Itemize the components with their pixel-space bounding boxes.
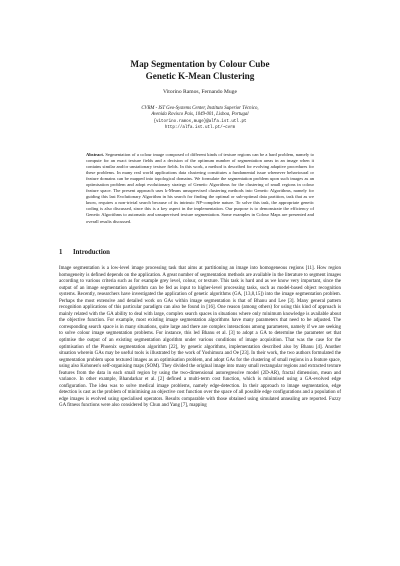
authors: Vitorino Ramos, Fernando Muge	[163, 89, 237, 95]
author-emails: {vitorino.ramos,muge}@alfa.ist.utl.pt	[153, 119, 247, 124]
paper-title	[40, 58, 360, 82]
abstract-text: Segmentation of a colour image composed of different kinds of texture regions can be a hard problem, namely to compute for an exact texture fields and a decision of the optimum number of segmentation areas in an image when it contains similar and/or unstationary texture fields. In this work, a method is described for evolving adaptive procedures for these problems. In many real world applications data clustering constitutes a fundamental issue whenever behavioural or feature domains can be mapped into topological domains. We formulate the segmentation problem upon such images as an optimisation problem and adopt evolutionary strategy of Genetic Algorithms for the clustering of small regions in colour feature space. The present approach uses k-Means unsupervised clustering methods into Genetic Algorithms, namely for guiding this last Evolutionary Algorithm in his search for finding the optimal or sub-optimal data partition, task that as we know, requires a non-trivial search because of its intrinsic NP-complete nature. To solve this task, the appropriate genetic coding is also discussed, since this is a key aspect in the implementation. Our purpose is to demonstrate the efficiency of Genetic Algorithms to automatic and unsupervised texture segmentation. Some examples in Colour Maps are presented and overall results discussed.	[86, 152, 314, 224]
section-title: Introduction	[73, 249, 110, 256]
section-heading	[59, 248, 110, 257]
affiliation	[70, 106, 330, 132]
title-line-1: Map Segmentation by Colour Cube	[130, 59, 270, 69]
introduction-text: Image segmentation is a low-level image processing task that aims at partitioning an image into homogeneous regions [11]. How region homogeneity is defined depends on the application. A great number of segmentation methods are available in the literature to segment images according to various criteria such as for example grey level, colour, or texture. This task is hard and as we know very important, since the output of an image segmentation algorithm can be fed as input to higher-level processing tasks, such as model-based object recognition systems. Recently, researchers have investigated the application of genetic algorithms (GA, [13,8,15]) into the image segmentation problem. Perhaps the most extensive and detailed work on GAs within image segmentation is that of Bhanu and Lee [3]. Many general pattern recognition applications of this particular paradigm can also be found in [16]. One reason (among others) for using this kind of approach is mainly related with the GA ability to deal with large, complex search spaces in situations where only minimum knowledge is available about the objective function. For example, most existing image segmentation algorithms have many parameters that need to be adjusted. The corresponding search space is in many situations, quite large and there are complex interactions among parameters, namely if we are seeking to solve colour image segmentation problems. For instance, this led Bhanu et al. [3] to adopt a GA to determine the parameter set that optimise the output of an existing segmentation algorithm under various conditions of image acquisition. That was the case for the optimisation of the Phoenix segmentation algorithm [22], by genetic algorithms, implementation described also by Bhanu [4]. Another situation wherein GAs may be useful tools is illustrated by the work of Yoshimura and Oe [23]. In their work, the two authors formulated the segmentation problem upon textured images as an optimisation problem, and adopt GAs for the clustering of small regions in a feature space, using also Kohonen's self-organising maps (SOM). They divided the original image into many small rectangular regions and extracted texture features from the data in each small region by using the two-dimensional autoregressive model (2D-AR), fractal dimension, mean and variance. In other example, Bhandarkar et al. [2] defined a multi-term cost function, which is minimised using a GA-evolved edge configuration. The idea was to solve medical image problems, namely edge-detection. In their approach to image segmentation, edge detection is cast as the problem of minimising an objective cost function over the space of all possible edge configurations and a population of edge images is evolved using specialised operators. Results comparable with those obtained using simulated annealing are reported. Fuzzy GA fitness functions were also considered by Chun and Yang [7], mapping	[59, 266, 341, 409]
affiliation-line-1: CVRM - IST Geo-Systems Center, Instituto Superior Técnico,	[141, 106, 259, 111]
affiliation-line-2: Avenida Rovisco Pais, 1049-001, Lisboa, Portugal	[151, 112, 249, 118]
abstract-label: Abstract.	[86, 152, 105, 157]
title-line-2: Genetic K-Mean Clustering	[145, 71, 255, 81]
abstract	[86, 152, 314, 225]
section-number: 1	[59, 249, 63, 256]
group-url[interactable]: http://alfa.ist.utl.pt/~cvrm	[164, 126, 236, 131]
